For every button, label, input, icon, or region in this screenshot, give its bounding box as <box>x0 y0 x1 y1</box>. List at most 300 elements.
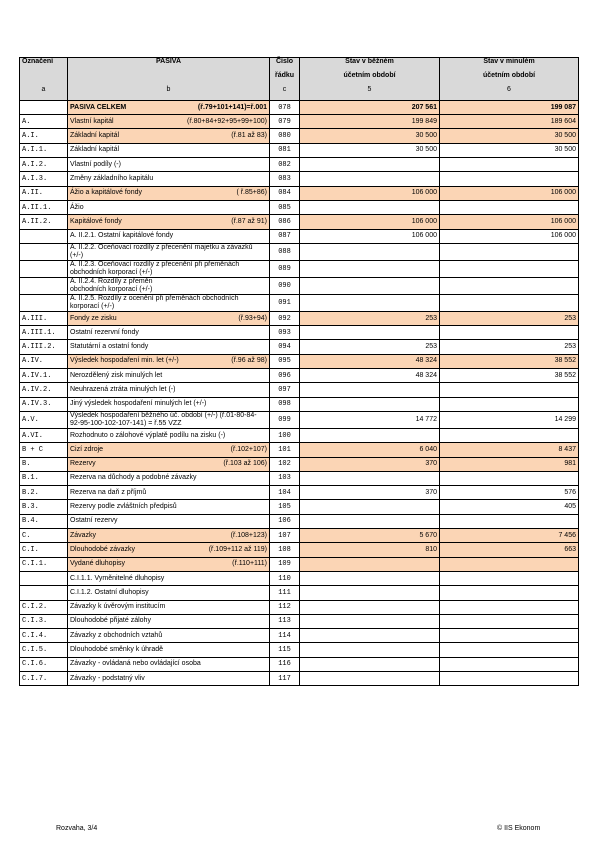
row-label-cell <box>68 311 270 325</box>
row-label: Vlastní podíly (-) <box>70 160 121 168</box>
row-code: A.I. <box>20 129 68 143</box>
row-previous-value: 106 000 <box>440 215 579 229</box>
row-label-cell <box>68 369 270 383</box>
row-code: C.I.1. <box>20 557 68 571</box>
row-current-value: 106 000 <box>300 229 440 243</box>
row-label-cell <box>68 557 270 571</box>
row-previous-value: 38 552 <box>440 369 579 383</box>
row-line-number: 110 <box>270 571 300 585</box>
row-current-value: 30 500 <box>300 129 440 143</box>
table-row <box>20 471 579 485</box>
table-row <box>20 369 579 383</box>
row-current-value <box>300 277 440 294</box>
row-formula: (ř.96 až 98) <box>231 357 267 365</box>
table-row <box>20 557 579 571</box>
row-previous-value <box>440 671 579 685</box>
row-previous-value <box>440 326 579 340</box>
row-previous-value: 253 <box>440 340 579 354</box>
header-sub-6: 6 <box>440 86 579 100</box>
row-label-cell <box>68 471 270 485</box>
row-current-value <box>300 200 440 214</box>
row-label: Statutární a ostatní fondy <box>70 343 149 351</box>
row-code <box>20 294 68 311</box>
row-current-value: 30 500 <box>300 143 440 157</box>
row-line-number: 114 <box>270 629 300 643</box>
table-row <box>20 326 579 340</box>
row-code: C.I.2. <box>20 600 68 614</box>
row-previous-value <box>440 629 579 643</box>
table-row <box>20 397 579 411</box>
row-current-value <box>300 294 440 311</box>
row-formula: (ř.80+84+92+95+99+100) <box>187 117 267 125</box>
row-current-value <box>300 586 440 600</box>
row-current-value: 6 040 <box>300 443 440 457</box>
row-line-number: 092 <box>270 311 300 325</box>
row-label: Závazky <box>70 531 97 539</box>
row-code: A.IV.3. <box>20 397 68 411</box>
header-sub-5: 5 <box>300 86 440 100</box>
row-code: A.I.3. <box>20 172 68 186</box>
table-row <box>20 514 579 528</box>
row-line-number: 106 <box>270 514 300 528</box>
row-label-cell <box>68 428 270 442</box>
header-col-c-2: řádku <box>270 72 300 86</box>
row-formula: ( ř.85+86) <box>236 189 267 197</box>
row-label: A. II.2.1. Ostatní kapitálové fondy <box>70 232 174 240</box>
row-label: Dlouhodobé přijaté zálohy <box>70 617 151 625</box>
table-row <box>20 100 579 114</box>
row-label-cell <box>68 411 270 428</box>
row-code: C.I.4. <box>20 629 68 643</box>
row-label-cell <box>68 643 270 657</box>
row-previous-value: 30 500 <box>440 143 579 157</box>
row-code: A.II.2. <box>20 215 68 229</box>
table-row <box>20 586 579 600</box>
row-label-cell <box>68 172 270 186</box>
table-row <box>20 260 579 277</box>
row-line-number: 082 <box>270 158 300 172</box>
row-previous-value: 106 000 <box>440 186 579 200</box>
row-code: A.II. <box>20 186 68 200</box>
row-label-cell <box>68 671 270 685</box>
row-label: Rezervy podle zvláštních předpisů <box>70 503 177 511</box>
table-row <box>20 529 579 543</box>
row-label: Fondy ze zisku <box>70 314 117 322</box>
row-code <box>20 586 68 600</box>
row-code: A.III.1. <box>20 326 68 340</box>
row-label: Závazky z obchodních vztahů <box>70 631 163 639</box>
row-code <box>20 260 68 277</box>
row-label: A. II.2.2. Oceňovací rozdíly z přecenění majetku a závazků (+/-) <box>70 243 253 259</box>
row-current-value: 207 561 <box>300 100 440 114</box>
row-previous-value <box>440 657 579 671</box>
row-previous-value: 189 604 <box>440 115 579 129</box>
row-code: A.III. <box>20 311 68 325</box>
row-line-number: 105 <box>270 500 300 514</box>
row-previous-value <box>440 557 579 571</box>
row-label-cell <box>68 543 270 557</box>
row-line-number: 091 <box>270 294 300 311</box>
row-code: B.3. <box>20 500 68 514</box>
row-label: Nerozdělený zisk minulých let <box>70 371 163 379</box>
row-label-cell <box>68 186 270 200</box>
row-label-cell <box>68 397 270 411</box>
row-current-value <box>300 243 440 260</box>
table-row <box>20 428 579 442</box>
row-previous-value <box>440 260 579 277</box>
row-previous-value <box>440 614 579 628</box>
row-current-value <box>300 614 440 628</box>
row-line-number: 107 <box>270 529 300 543</box>
row-label: Rezerva na daň z příjmů <box>70 488 147 496</box>
row-line-number: 102 <box>270 457 300 471</box>
table-row <box>20 200 579 214</box>
row-previous-value: 199 087 <box>440 100 579 114</box>
row-label-cell <box>68 326 270 340</box>
row-current-value <box>300 383 440 397</box>
row-code: C.I. <box>20 543 68 557</box>
row-line-number: 117 <box>270 671 300 685</box>
row-current-value: 48 324 <box>300 354 440 368</box>
row-label-cell <box>68 277 270 294</box>
row-code: B. <box>20 457 68 471</box>
row-code <box>20 100 68 114</box>
row-previous-value <box>440 200 579 214</box>
row-previous-value <box>440 383 579 397</box>
row-label: Kapitálové fondy <box>70 217 122 225</box>
table-row <box>20 172 579 186</box>
row-label: Vydané dluhopisy <box>70 560 126 568</box>
row-code: B.2. <box>20 486 68 500</box>
row-current-value: 106 000 <box>300 215 440 229</box>
row-code: A.VI. <box>20 428 68 442</box>
row-line-number: 116 <box>270 657 300 671</box>
row-line-number: 083 <box>270 172 300 186</box>
row-current-value <box>300 500 440 514</box>
row-code: A.III.2. <box>20 340 68 354</box>
row-label: Ostatní rezervy <box>70 517 118 525</box>
row-label: Ostatní rezervní fondy <box>70 328 139 336</box>
row-previous-value <box>440 172 579 186</box>
row-current-value <box>300 471 440 485</box>
row-label-cell <box>68 514 270 528</box>
row-label: Změny základního kapitálu <box>70 175 154 183</box>
header-sub-b: b <box>68 86 270 100</box>
row-line-number: 098 <box>270 397 300 411</box>
row-previous-value <box>440 277 579 294</box>
row-label: C.I.1.1. Vyměnitelné dluhopisy <box>70 574 165 582</box>
row-label: C.I.1.2. Ostatní dluhopisy <box>70 588 149 596</box>
header-sub-c: c <box>270 86 300 100</box>
row-formula: (ř.103 až 106) <box>223 460 267 468</box>
row-label: Ážio <box>70 203 84 211</box>
row-code: A.I.2. <box>20 158 68 172</box>
row-code: B + C <box>20 443 68 457</box>
row-label-cell <box>68 340 270 354</box>
row-label-cell <box>68 571 270 585</box>
row-label-cell <box>68 500 270 514</box>
row-code: B.4. <box>20 514 68 528</box>
row-formula: (ř.109+112 až 119) <box>208 545 267 553</box>
table-row <box>20 411 579 428</box>
row-label: Ážio a kapitálové fondy <box>70 189 142 197</box>
row-label: A. II.2.4. Rozdíly z přeměn obchodních korporací (+/-) <box>70 277 153 293</box>
row-line-number: 093 <box>270 326 300 340</box>
row-line-number: 113 <box>270 614 300 628</box>
row-label: Závazky - ovládaná nebo ovládající osoba <box>70 660 201 668</box>
table-row <box>20 229 579 243</box>
row-formula: (ř.81 až 83) <box>231 132 267 140</box>
row-label-cell <box>68 229 270 243</box>
row-current-value <box>300 657 440 671</box>
row-label-cell <box>68 443 270 457</box>
row-code: C.I.6. <box>20 657 68 671</box>
header-col-6-2: účetním období <box>440 72 579 86</box>
row-code: B.1. <box>20 471 68 485</box>
row-current-value <box>300 172 440 186</box>
row-label: Závazky - podstatný vliv <box>70 674 145 682</box>
row-label-cell <box>68 629 270 643</box>
row-code <box>20 229 68 243</box>
row-code: A.IV. <box>20 354 68 368</box>
row-code: C. <box>20 529 68 543</box>
row-current-value <box>300 557 440 571</box>
row-line-number: 101 <box>270 443 300 457</box>
row-label-cell <box>68 294 270 311</box>
row-label-cell <box>68 486 270 500</box>
row-label: Rozhodnuto o zálohové výplatě podílu na zisku (-) <box>70 431 226 439</box>
row-label: Závazky k úvěrovým institucím <box>70 603 166 611</box>
table-body <box>20 100 579 685</box>
row-line-number: 085 <box>270 200 300 214</box>
row-label-cell <box>68 260 270 277</box>
row-label: Dlouhodobé směnky k úhradě <box>70 646 164 654</box>
row-current-value: 199 849 <box>300 115 440 129</box>
header-col-b: PASIVA <box>68 58 270 72</box>
row-label-cell <box>68 200 270 214</box>
row-label-cell <box>68 614 270 628</box>
row-previous-value: 14 299 <box>440 411 579 428</box>
row-line-number: 086 <box>270 215 300 229</box>
row-label-cell <box>68 143 270 157</box>
row-previous-value <box>440 243 579 260</box>
row-line-number: 104 <box>270 486 300 500</box>
row-code: A.V. <box>20 411 68 428</box>
row-code: A.IV.2. <box>20 383 68 397</box>
row-previous-value: 981 <box>440 457 579 471</box>
row-current-value <box>300 643 440 657</box>
row-current-value: 370 <box>300 457 440 471</box>
row-current-value: 5 670 <box>300 529 440 543</box>
row-current-value <box>300 629 440 643</box>
row-label: Cizí zdroje <box>70 445 104 453</box>
row-previous-value <box>440 294 579 311</box>
table-row <box>20 571 579 585</box>
row-code: C.I.7. <box>20 671 68 685</box>
row-current-value <box>300 260 440 277</box>
table-row <box>20 158 579 172</box>
row-formula: (ř.93+94) <box>238 314 267 322</box>
row-previous-value <box>440 158 579 172</box>
header-col-c-1: Číslo <box>270 58 300 72</box>
row-formula: (ř.79+101+141)=ř.001 <box>197 103 267 111</box>
row-line-number: 084 <box>270 186 300 200</box>
row-current-value: 48 324 <box>300 369 440 383</box>
row-label: Rezerva na důchody a podobné závazky <box>70 474 197 482</box>
row-code: A.I.1. <box>20 143 68 157</box>
row-label: Výsledek hospodaření běžného úč. období (+/-) (ř.01-80-84-92-95-100-102-107-141) = ř.55 VZZ <box>70 411 257 427</box>
table-row <box>20 129 579 143</box>
row-line-number: 096 <box>270 369 300 383</box>
table-row <box>20 600 579 614</box>
row-previous-value: 663 <box>440 543 579 557</box>
row-label-cell <box>68 586 270 600</box>
header-col-6-1: Stav v minulém <box>440 58 579 72</box>
row-previous-value: 38 552 <box>440 354 579 368</box>
row-label-cell <box>68 383 270 397</box>
row-label: Neuhrazená ztráta minulých let (-) <box>70 385 176 393</box>
table-row <box>20 383 579 397</box>
balance-sheet-table <box>19 57 579 686</box>
row-line-number: 108 <box>270 543 300 557</box>
row-label-cell <box>68 529 270 543</box>
row-line-number: 100 <box>270 428 300 442</box>
table-row <box>20 671 579 685</box>
row-previous-value: 106 000 <box>440 229 579 243</box>
table-row <box>20 643 579 657</box>
row-previous-value: 405 <box>440 500 579 514</box>
row-code <box>20 277 68 294</box>
row-previous-value <box>440 643 579 657</box>
row-previous-value <box>440 514 579 528</box>
row-label-cell <box>68 215 270 229</box>
row-formula: (ř.110+111) <box>232 560 267 568</box>
row-label-cell <box>68 354 270 368</box>
row-label: Vlastní kapitál <box>70 117 114 125</box>
row-previous-value: 7 456 <box>440 529 579 543</box>
row-current-value <box>300 514 440 528</box>
row-current-value <box>300 428 440 442</box>
row-line-number: 099 <box>270 411 300 428</box>
row-line-number: 080 <box>270 129 300 143</box>
row-current-value <box>300 326 440 340</box>
table-row <box>20 500 579 514</box>
row-line-number: 090 <box>270 277 300 294</box>
row-previous-value <box>440 600 579 614</box>
row-current-value <box>300 600 440 614</box>
table-row <box>20 294 579 311</box>
table-row <box>20 143 579 157</box>
row-label-cell <box>68 115 270 129</box>
row-line-number: 078 <box>270 100 300 114</box>
table-row <box>20 215 579 229</box>
row-label: Jiný výsledek hospodaření minulých let (+/-) <box>70 400 207 408</box>
row-label-cell <box>68 129 270 143</box>
footer-copyright: © IIS Ekonom <box>497 825 541 832</box>
row-current-value: 810 <box>300 543 440 557</box>
row-line-number: 109 <box>270 557 300 571</box>
header-col-5-2: účetním období <box>300 72 440 86</box>
row-line-number: 115 <box>270 643 300 657</box>
row-label-cell <box>68 100 270 114</box>
table-row <box>20 186 579 200</box>
row-current-value: 106 000 <box>300 186 440 200</box>
row-line-number: 089 <box>270 260 300 277</box>
row-formula: (ř.87 až 91) <box>231 217 267 225</box>
row-label: A. II.2.3. Oceňovací rozdíly z přecenění při přeměnách obchodních korporací (+/-) <box>70 260 240 276</box>
row-current-value <box>300 158 440 172</box>
row-code: C.I.3. <box>20 614 68 628</box>
header-sub-a: a <box>20 86 68 100</box>
row-label: Základní kapitál <box>70 132 120 140</box>
table-header <box>20 58 579 101</box>
row-previous-value <box>440 397 579 411</box>
row-line-number: 081 <box>270 143 300 157</box>
table-row <box>20 354 579 368</box>
footer-page-label: Rozvaha, 3/4 <box>56 825 98 832</box>
row-current-value: 253 <box>300 340 440 354</box>
row-line-number: 095 <box>270 354 300 368</box>
row-current-value: 253 <box>300 311 440 325</box>
table-row <box>20 657 579 671</box>
row-previous-value: 30 500 <box>440 129 579 143</box>
row-label-cell <box>68 158 270 172</box>
row-previous-value <box>440 571 579 585</box>
row-code <box>20 243 68 260</box>
row-previous-value <box>440 428 579 442</box>
row-code: A.II.1. <box>20 200 68 214</box>
row-line-number: 103 <box>270 471 300 485</box>
row-current-value: 370 <box>300 486 440 500</box>
row-current-value: 14 772 <box>300 411 440 428</box>
table-row <box>20 311 579 325</box>
row-formula: (ř.108+123) <box>230 531 267 539</box>
row-label: Základní kapitál <box>70 146 120 154</box>
row-label-cell <box>68 600 270 614</box>
row-current-value <box>300 397 440 411</box>
table-row <box>20 443 579 457</box>
table-row <box>20 243 579 260</box>
row-line-number: 097 <box>270 383 300 397</box>
table-row <box>20 457 579 471</box>
row-label-cell <box>68 657 270 671</box>
table-row <box>20 340 579 354</box>
row-label: Dlouhodobé závazky <box>70 545 135 553</box>
row-line-number: 112 <box>270 600 300 614</box>
row-label: Výsledek hospodaření min. let (+/-) <box>70 357 179 365</box>
row-code: A. <box>20 115 68 129</box>
row-code: C.I.5. <box>20 643 68 657</box>
row-label: A. II.2.5. Rozdíly z ocenění při přeměnách obchodních korporací (+/-) <box>70 294 239 310</box>
row-previous-value: 576 <box>440 486 579 500</box>
row-label: Rezervy <box>70 460 96 468</box>
row-code: A.IV.1. <box>20 369 68 383</box>
row-previous-value: 253 <box>440 311 579 325</box>
header-col-a: Označení <box>20 58 68 72</box>
row-previous-value <box>440 586 579 600</box>
row-code <box>20 571 68 585</box>
table-row <box>20 115 579 129</box>
row-previous-value: 8 437 <box>440 443 579 457</box>
row-line-number: 088 <box>270 243 300 260</box>
table-row <box>20 543 579 557</box>
table-row <box>20 277 579 294</box>
header-col-5-1: Stav v běžném <box>300 58 440 72</box>
row-previous-value <box>440 471 579 485</box>
row-line-number: 094 <box>270 340 300 354</box>
table-row <box>20 614 579 628</box>
row-line-number: 079 <box>270 115 300 129</box>
